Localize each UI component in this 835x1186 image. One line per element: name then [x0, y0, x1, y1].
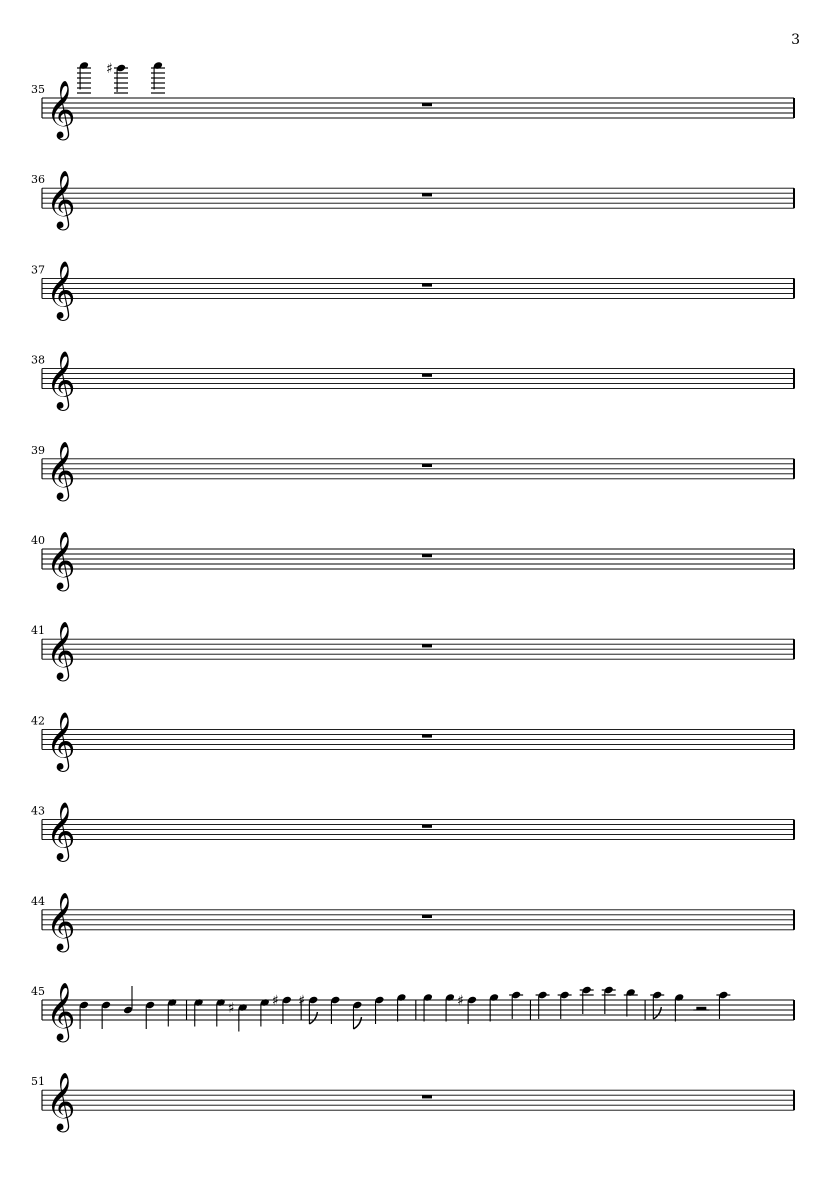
treble-clef: 𝄞: [46, 531, 76, 589]
eighth-flag: [353, 1017, 361, 1029]
staff-system: [31, 892, 794, 953]
treble-clef: 𝄞: [46, 260, 76, 319]
measure-number: 38: [31, 353, 45, 367]
whole-rest: [422, 283, 432, 286]
whole-rest: [422, 374, 432, 377]
sharp-accidental: ♯: [271, 993, 279, 1009]
staff-system: [31, 351, 794, 412]
whole-rest: [422, 644, 432, 647]
treble-clef: 𝄞: [46, 440, 76, 499]
whole-rest: [422, 193, 432, 196]
treble-clef: 𝄞: [46, 621, 76, 680]
treble-clef: 𝄞: [46, 982, 76, 1040]
measure-number: 44: [31, 894, 45, 908]
staff-system: [31, 711, 794, 772]
measure-number: 45: [31, 985, 45, 998]
treble-clef: 𝄞: [46, 891, 76, 950]
treble-clef: 𝄞: [46, 350, 76, 409]
whole-rest: [422, 554, 432, 557]
whole-rest: [422, 825, 432, 828]
staff-system: [31, 441, 794, 502]
whole-rest: [422, 464, 432, 467]
staff-system: [31, 61, 794, 141]
treble-clef: 𝄞: [46, 1072, 76, 1131]
staff-system: [31, 260, 794, 321]
staff-system: [31, 982, 794, 1043]
staff-system: [31, 170, 794, 231]
staff-system: [31, 621, 794, 682]
eighth-flag: [309, 1012, 317, 1024]
treble-clef: 𝄞: [46, 711, 76, 770]
whole-rest: [422, 734, 432, 737]
measure-number: 36: [31, 173, 45, 187]
measure-number: 43: [31, 804, 45, 818]
whole-rest: [422, 915, 432, 918]
whole-rest: [422, 1095, 432, 1098]
measure-number: 35: [31, 83, 45, 96]
sharp-accidental: ♯: [106, 61, 113, 77]
treble-clef: 𝄞: [46, 801, 76, 860]
eighth-flag: [653, 1007, 661, 1019]
sharp-accidental: ♯: [457, 993, 464, 1009]
staff-system: [31, 802, 794, 863]
measure-number: 42: [31, 714, 45, 728]
measure-number: 51: [31, 1075, 45, 1089]
staff-system: [31, 1072, 794, 1133]
measure-number: 41: [31, 624, 45, 638]
measure-number: 40: [31, 534, 45, 547]
measure-number: 37: [31, 263, 45, 277]
sharp-accidental: ♯: [227, 1000, 235, 1017]
page-number: 3: [791, 32, 800, 48]
whole-rest: [422, 103, 432, 106]
treble-clef: 𝄞: [46, 80, 76, 138]
staff-system: [31, 531, 794, 592]
treble-clef: 𝄞: [46, 170, 76, 229]
measure-number: 39: [31, 443, 45, 457]
sharp-accidental: ♯: [298, 993, 306, 1009]
